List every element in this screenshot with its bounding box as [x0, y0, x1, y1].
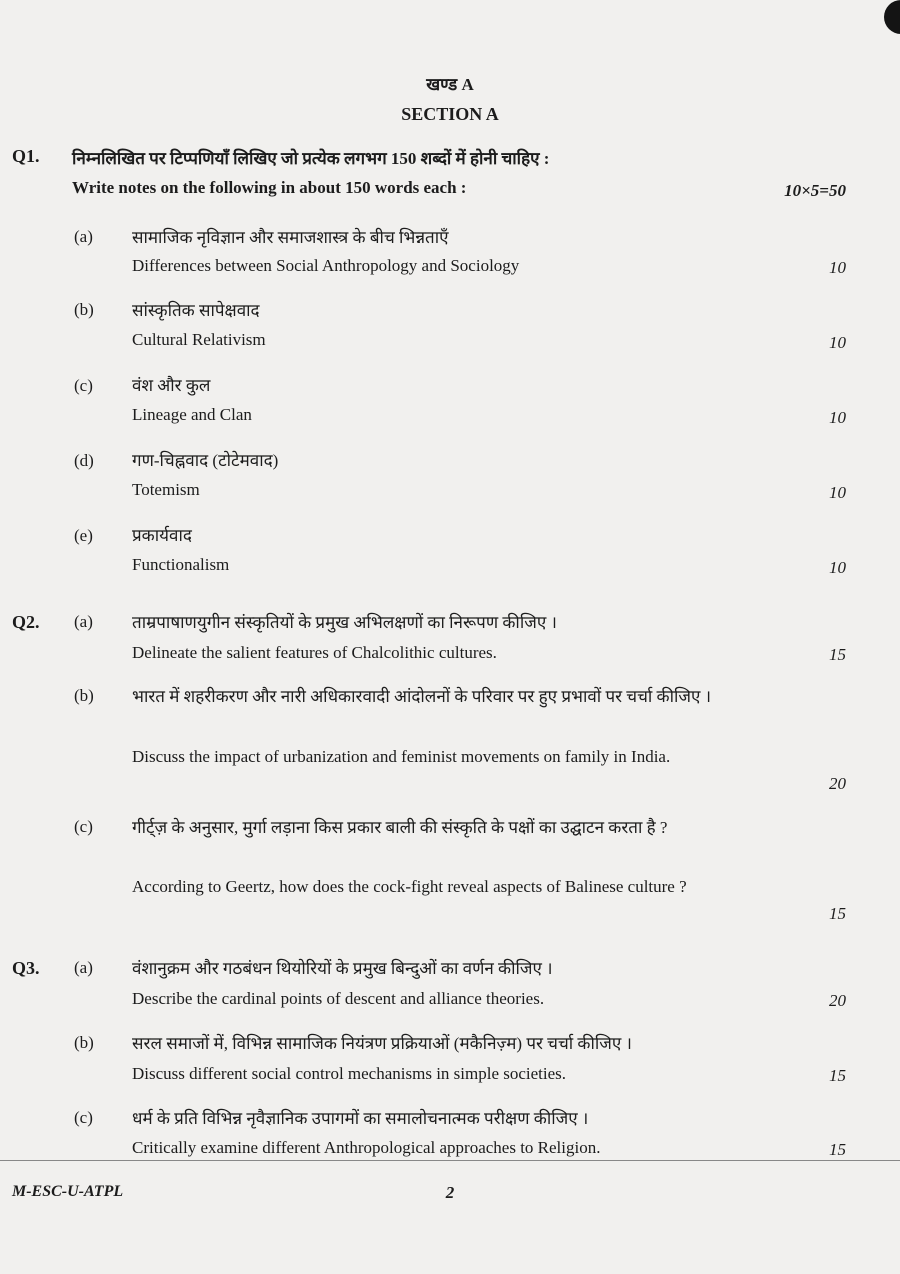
q1a-marks: 10 — [829, 258, 846, 277]
q1-total-marks: 10×5=50 — [784, 181, 846, 200]
section-title-hindi: खण्ड A — [426, 75, 474, 94]
q1d-label: (d) — [74, 451, 94, 470]
q2b-hindi: भारत में शहरीकरण और नारी अधिकारवादी आंदोलनों के परिवार पर हुए प्रभावों पर चर्चा कीजिए । — [132, 687, 712, 706]
q1e-english: Functionalism — [132, 555, 230, 574]
q1d-marks: 10 — [829, 483, 846, 502]
q2c-label: (c) — [74, 817, 93, 836]
q2a-label: (a) — [74, 612, 93, 631]
q3a-label: (a) — [74, 958, 93, 977]
q2c-hindi: गीर्ट्ज़ के अनुसार, मुर्गा लड़ाना किस प्रकार बाली की संस्कृति के पक्षों का उद्घाटन करता है ? — [132, 818, 668, 837]
q1c-english: Lineage and Clan — [132, 405, 252, 424]
footer-divider — [0, 1160, 900, 1161]
q1-instruction-hindi: निम्नलिखित पर टिप्पणियाँ लिखिए जो प्रत्येक लगभग 150 शब्दों में होनी चाहिए : — [72, 149, 550, 168]
q1-number: Q1. — [12, 146, 40, 166]
q2c-english: According to Geertz, how does the cock-fight reveal aspects of Balinese culture ? — [132, 877, 687, 896]
q3b-label: (b) — [74, 1033, 94, 1052]
q1b-hindi: सांस्कृतिक सापेक्षवाद — [132, 301, 260, 320]
q1c-hindi: वंश और कुल — [132, 376, 211, 395]
page-number: 2 — [445, 1183, 455, 1202]
q2b-english: Discuss the impact of urbanization and feminist movements on family in India. — [132, 747, 671, 766]
q1a-label: (a) — [74, 227, 93, 246]
q2-number: Q2. — [12, 612, 40, 632]
q1b-label: (b) — [74, 300, 94, 319]
q3b-marks: 15 — [829, 1066, 846, 1085]
q2b-label: (b) — [74, 686, 94, 705]
q1-instruction-english: Write notes on the following in about 150 words each : — [72, 178, 467, 197]
q3c-hindi: धर्म के प्रति विभिन्न नृवैज्ञानिक उपागमों का समालोचनात्मक परीक्षण कीजिए । — [132, 1109, 589, 1128]
q1b-english: Cultural Relativism — [132, 330, 266, 349]
q3b-hindi: सरल समाजों में, विभिन्न सामाजिक नियंत्रण प्रक्रियाओं (मकैनिज़्म) पर चर्चा कीजिए । — [132, 1034, 632, 1053]
q1a-hindi: सामाजिक नृविज्ञान और समाजशास्त्र के बीच भिन्नताएँ — [132, 228, 449, 247]
q2c-marks: 15 — [829, 904, 846, 923]
q2a-hindi: ताम्रपाषाणयुगीन संस्कृतियों के प्रमुख अभिलक्षणों का निरूपण कीजिए । — [132, 613, 557, 632]
q1d-hindi: गण-चिह्नवाद (टोटेमवाद) — [132, 451, 279, 470]
q3c-english: Critically examine different Anthropological approaches to Religion. — [132, 1138, 601, 1157]
q1e-marks: 10 — [829, 558, 846, 577]
q3a-english: Describe the cardinal points of descent and alliance theories. — [132, 989, 545, 1008]
q1e-hindi: प्रकार्यवाद — [132, 526, 192, 545]
q1c-label: (c) — [74, 376, 93, 395]
q3c-label: (c) — [74, 1108, 93, 1127]
q3a-hindi: वंशानुक्रम और गठबंधन थियोरियों के प्रमुख बिन्दुओं का वर्णन कीजिए । — [132, 959, 553, 978]
q1b-marks: 10 — [829, 333, 846, 352]
q1a-english: Differences between Social Anthropology and Sociology — [132, 256, 520, 275]
q2a-english: Delineate the salient features of Chalcolithic cultures. — [132, 643, 497, 662]
q1e-label: (e) — [74, 526, 93, 545]
q2b-marks: 20 — [829, 774, 846, 793]
q3c-marks: 15 — [829, 1140, 846, 1159]
q3-number: Q3. — [12, 958, 40, 978]
q3a-marks: 20 — [829, 991, 846, 1010]
q1d-english: Totemism — [132, 480, 200, 499]
section-title-english: SECTION A — [401, 104, 499, 124]
q2a-marks: 15 — [829, 645, 846, 664]
q3b-english: Discuss different social control mechanisms in simple societies. — [132, 1064, 567, 1083]
paper-code: M-ESC-U-ATPL — [12, 1183, 124, 1200]
corner-punch-mark — [884, 0, 900, 34]
q1c-marks: 10 — [829, 408, 846, 427]
